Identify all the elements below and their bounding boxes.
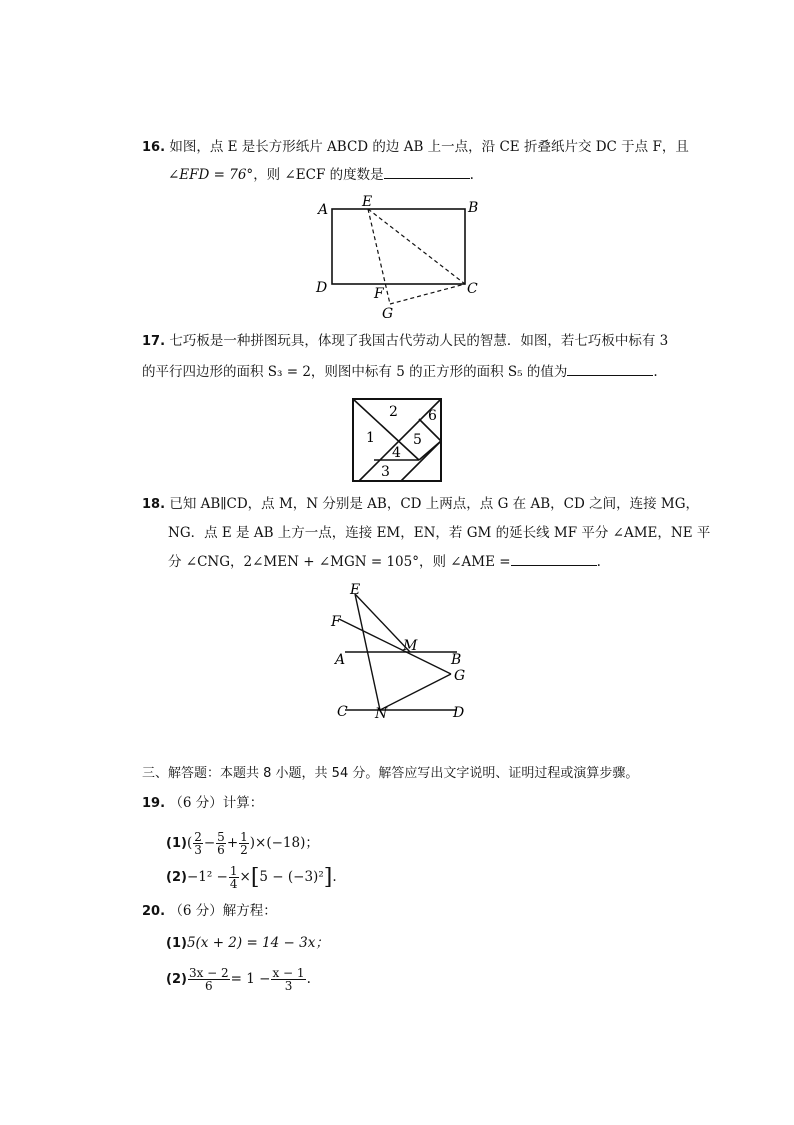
frac-den: 3: [194, 843, 202, 857]
q18-label-n: N: [375, 706, 388, 722]
q18-line-fg: [339, 619, 451, 674]
q16-text-2: ，则 ∠ECF 的度数是: [253, 167, 384, 183]
q19-p1-open: (: [186, 835, 193, 851]
frac-num: 3x − 2: [188, 966, 229, 980]
q19-p2-label: (2): [166, 870, 187, 885]
q19-p2-inner: 5 − (−3)²: [259, 869, 324, 885]
q19-p1-frac2: [216, 831, 226, 856]
q18-label-d: D: [453, 705, 465, 721]
q19-part2: [166, 862, 337, 893]
q20-p1-expr: 5(x + 2) = 14 − 3x；: [186, 935, 329, 951]
q18-label-b: B: [451, 652, 462, 668]
q16-figure: [310, 192, 490, 322]
tangram-label-5: 5: [413, 432, 422, 448]
q17-period: .: [653, 364, 658, 380]
q16-text-1: 如图，点 E 是长方形纸片 ABCD 的边 AB 上一点，沿 CE 折叠纸片交 DC 于点 F，且: [169, 139, 689, 155]
q17-line1: [142, 332, 668, 351]
q20-p2-end: .: [306, 971, 311, 987]
tangram-label-3: 3: [381, 464, 390, 480]
q16-line-gc: [390, 284, 465, 304]
frac-num: 5: [217, 830, 225, 844]
frac-den: 2: [240, 843, 248, 857]
q19-head: [142, 794, 263, 813]
q20-number: 20.: [142, 904, 166, 919]
q16-label-e: E: [362, 194, 373, 210]
q20-head: [142, 902, 277, 921]
q17-text-2: 的平行四边形的面积 S₃ = 2，则图中标有 5 的正方形的面积 S₅ 的值为: [142, 364, 568, 380]
q18-label-e: E: [350, 582, 361, 598]
q17-line2: [142, 363, 658, 381]
q18-text-3: 分 ∠CNG，2∠MEN + ∠MGN = 105°，则 ∠AME =: [168, 554, 511, 570]
tangram-label-4: 4: [392, 445, 401, 461]
q18-line-em: [355, 594, 410, 652]
q16-label-b: B: [468, 200, 479, 216]
q18-line3: [168, 553, 601, 571]
q19-p2-times: ×: [239, 869, 251, 885]
q19-p1-frac3: [239, 831, 249, 856]
q20-p2-frac1: [188, 967, 230, 992]
frac-den: 6: [204, 979, 213, 993]
q18-label-c: C: [337, 704, 348, 720]
q19-p2-end: .: [332, 869, 337, 885]
q19-part1: [166, 828, 319, 859]
q16-label-f: F: [374, 286, 384, 302]
q18-number: 18.: [142, 497, 166, 512]
tangram-diag-1: [353, 399, 419, 460]
q16-label-a: A: [318, 202, 329, 218]
frac-num: 2: [194, 830, 202, 844]
frac-den: 6: [217, 843, 225, 857]
tangram-label-1: 1: [366, 430, 375, 446]
frac-num: 1: [229, 864, 238, 878]
q18-label-f: F: [331, 614, 341, 630]
q16-rectangle: [332, 209, 465, 284]
q16-label-c: C: [467, 281, 478, 297]
q18-label-m: M: [403, 638, 418, 654]
q18-line-gn: [380, 674, 451, 710]
q17-answer-blank: [567, 363, 653, 376]
q19-p1-tail: )×(−18)；: [249, 835, 319, 851]
q16-number: 16.: [142, 140, 166, 155]
q17-text-1: 七巧板是一种拼图玩具，体现了我国古代劳动人民的智慧．如图，若七巧板中标有 3: [169, 333, 669, 349]
q16-line1: [142, 138, 689, 157]
q16-line2: [168, 166, 474, 184]
section3-title: 三、解答题：本题共 8 小题，共 54 分。解答应写出文字说明、证明过程或演算步骤。: [142, 766, 639, 781]
tangram-label-6: 6: [428, 408, 437, 424]
tangram-label-2: 2: [389, 404, 398, 420]
q18-line1: [142, 495, 699, 514]
q20-p2-label: (2): [166, 972, 187, 987]
q19-number: 19.: [142, 796, 166, 811]
q19-p1-minus: −: [203, 835, 216, 851]
q18-text-2: NG．点 E 是 AB 上方一点，连接 EM，EN，若 GM 的延长线 MF 平分 ∠AME，NE 平: [168, 525, 711, 541]
q16-answer-blank: [384, 166, 470, 179]
q19-p2-frac: [229, 865, 239, 890]
q19-head-text: （6 分）计算：: [169, 795, 264, 811]
frac-num: 1: [240, 830, 248, 844]
q16-label-d: D: [316, 280, 328, 296]
q20-p1-label: (1): [166, 936, 187, 951]
q20-part1: [166, 934, 329, 953]
q19-p2-left-bracket: [: [250, 864, 260, 890]
q18-line2: [168, 524, 710, 542]
frac-den: 4: [229, 877, 238, 891]
q18-text-1: 已知 AB∥CD，点 M，N 分别是 AB，CD 上两点，点 G 在 AB，CD 之间，连接 MG，: [169, 496, 699, 512]
q18-answer-blank: [511, 553, 597, 566]
q20-part2: [166, 962, 311, 997]
q17-number: 17.: [142, 334, 166, 349]
q20-p2-mid: = 1 −: [230, 971, 271, 987]
q19-p2-pre: −1² −: [186, 869, 228, 885]
q18-label-g: G: [454, 668, 466, 684]
q17-tangram: [350, 396, 446, 486]
frac-num: x − 1: [272, 966, 305, 980]
q16-angle-efd: ∠EFD = 76°: [168, 167, 254, 183]
q19-p2-right-bracket: ]: [323, 864, 333, 890]
frac-den: 3: [284, 979, 293, 993]
q16-period: .: [469, 167, 474, 183]
q16-label-g: G: [382, 306, 394, 322]
q20-head-text: （6 分）解方程：: [169, 903, 277, 919]
q19-p1-plus: +: [226, 835, 239, 851]
q18-figure: [325, 582, 475, 722]
q18-label-a: A: [335, 652, 346, 668]
q19-p1-frac1: [193, 831, 203, 856]
q19-p1-label: (1): [166, 836, 187, 851]
q18-period: .: [596, 554, 601, 570]
q20-p2-frac2: [271, 967, 305, 992]
